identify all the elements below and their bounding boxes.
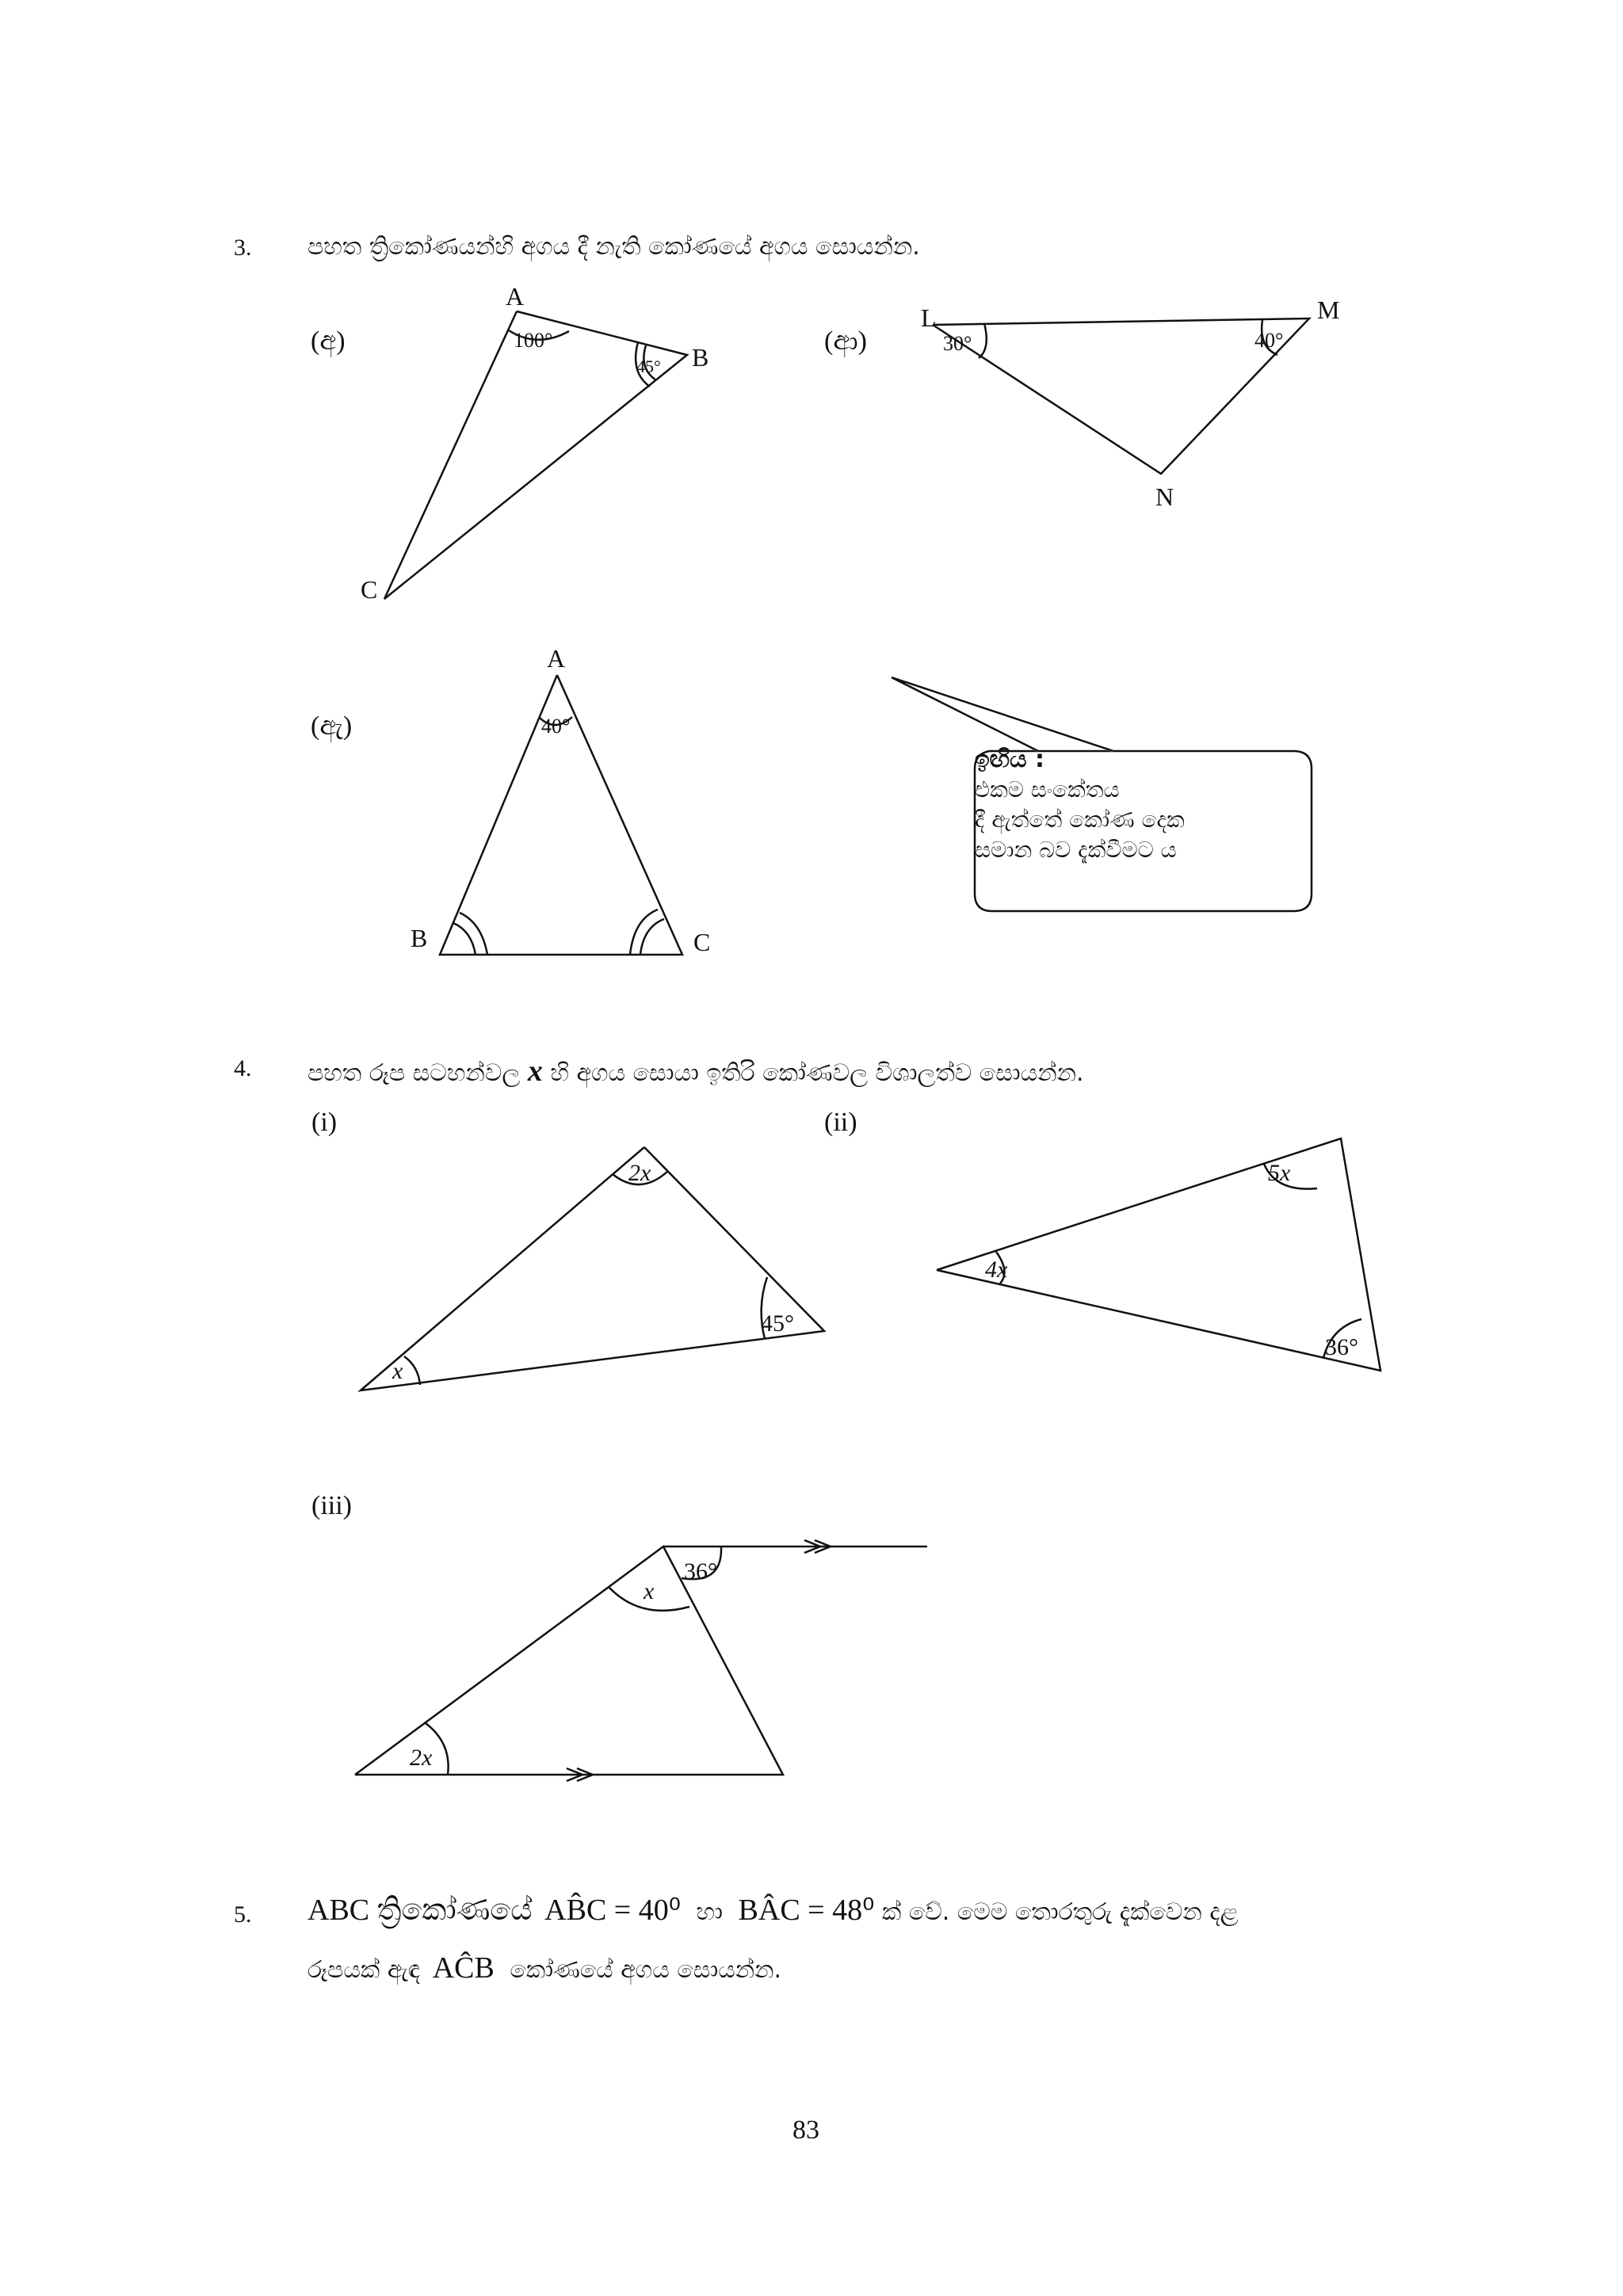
fig-iii-angle-2x: 2x [410,1745,433,1771]
fig-iii-angle-x: x [643,1578,655,1604]
q4-text-after: හි අගය සොයා ඉතිරි කෝණවල විශාලත්ව සොයන්න. [550,1059,1084,1087]
tri-ae-vertex-b: B [411,924,428,952]
hint-line-2: දී ඇත්තේ කෝණ දෙක [975,807,1185,833]
triangle-ii [937,1138,1381,1371]
hint-title: ඉඟිය : [975,746,1045,773]
q4-part-ii-label: (ii) [824,1108,857,1137]
q3-part-ae-label: (ඇ) [311,711,353,741]
tri-ae-angle-a: 40° [541,715,571,738]
tri-a-angle-b: 45° [636,357,661,376]
fig-iii-angle-36: 36° [684,1558,717,1585]
tri-aa-vertex-m: M [1317,296,1340,324]
tri-i-angle-top: 2x [628,1160,651,1186]
tri-ii-angle-left: 4x [985,1257,1008,1283]
hint-line-3: සමාන බව දැක්වීමට ය [975,837,1177,863]
tri-a-angle-a: 100° [514,329,553,352]
triangle-a [384,311,687,599]
triangle-aa [933,318,1309,474]
q5-eq2: BÂC = 48⁰ [738,1894,875,1927]
q5-line2-a: රූපයක් ඇඳ [307,1956,421,1984]
tri-ae-vertex-c: C [693,928,711,956]
hint-line-1: එකම සංකේතය [975,776,1120,803]
tri-i-angle-left: x [392,1358,403,1384]
q5-line2-b: කෝණයේ අගය සොයන්න. [510,1956,782,1984]
q4-variable: x [527,1055,543,1088]
triangle-i [361,1147,824,1390]
q5-line1-a: ABC ත්‍රිකෝණයේ [307,1894,533,1927]
q4-text-before: පහත රූප සටහන්වල [307,1059,521,1087]
tri-a-vertex-a: A [506,282,525,311]
tri-aa-vertex-l: L [921,303,937,332]
q3-part-a-label: (අ) [311,326,346,356]
q5-line1-c: ක් වේ. මෙම තොරතුරු දැක්වෙන දළ [881,1898,1239,1926]
q5-eq3: AĈB [432,1951,495,1985]
tri-aa-angle-m: 40° [1254,329,1284,352]
figure-iii [355,1540,927,1781]
tri-ii-angle-bottom: 36° [1325,1334,1358,1360]
page-number: 83 [792,2115,819,2145]
q5-line1-b: හා [696,1898,723,1926]
tri-aa-angle-l: 30° [943,332,972,355]
q3-part-aa-label: (ආ) [824,326,867,356]
tri-i-angle-right: 45° [761,1310,794,1337]
q5-eq1: AB̂C = 40⁰ [544,1894,681,1927]
question-5-number: 5. [234,1901,252,1928]
question-3-number: 3. [234,235,252,261]
question-4-number: 4. [234,1055,252,1081]
tri-ae-vertex-a: A [547,644,566,673]
tri-ii-angle-top: 5x [1268,1160,1291,1186]
tri-a-vertex-c: C [361,575,378,604]
q4-part-iii-label: (iii) [311,1491,352,1520]
hint-callout-bubble [892,677,1312,911]
tri-aa-vertex-n: N [1155,482,1174,511]
q4-part-i-label: (i) [311,1108,338,1137]
tri-a-vertex-b: B [692,343,709,372]
question-3-text: පහත ත්‍රිකෝණයන්හි අගය දී නැති කෝණයේ අගය සොයන්න. [307,233,920,261]
